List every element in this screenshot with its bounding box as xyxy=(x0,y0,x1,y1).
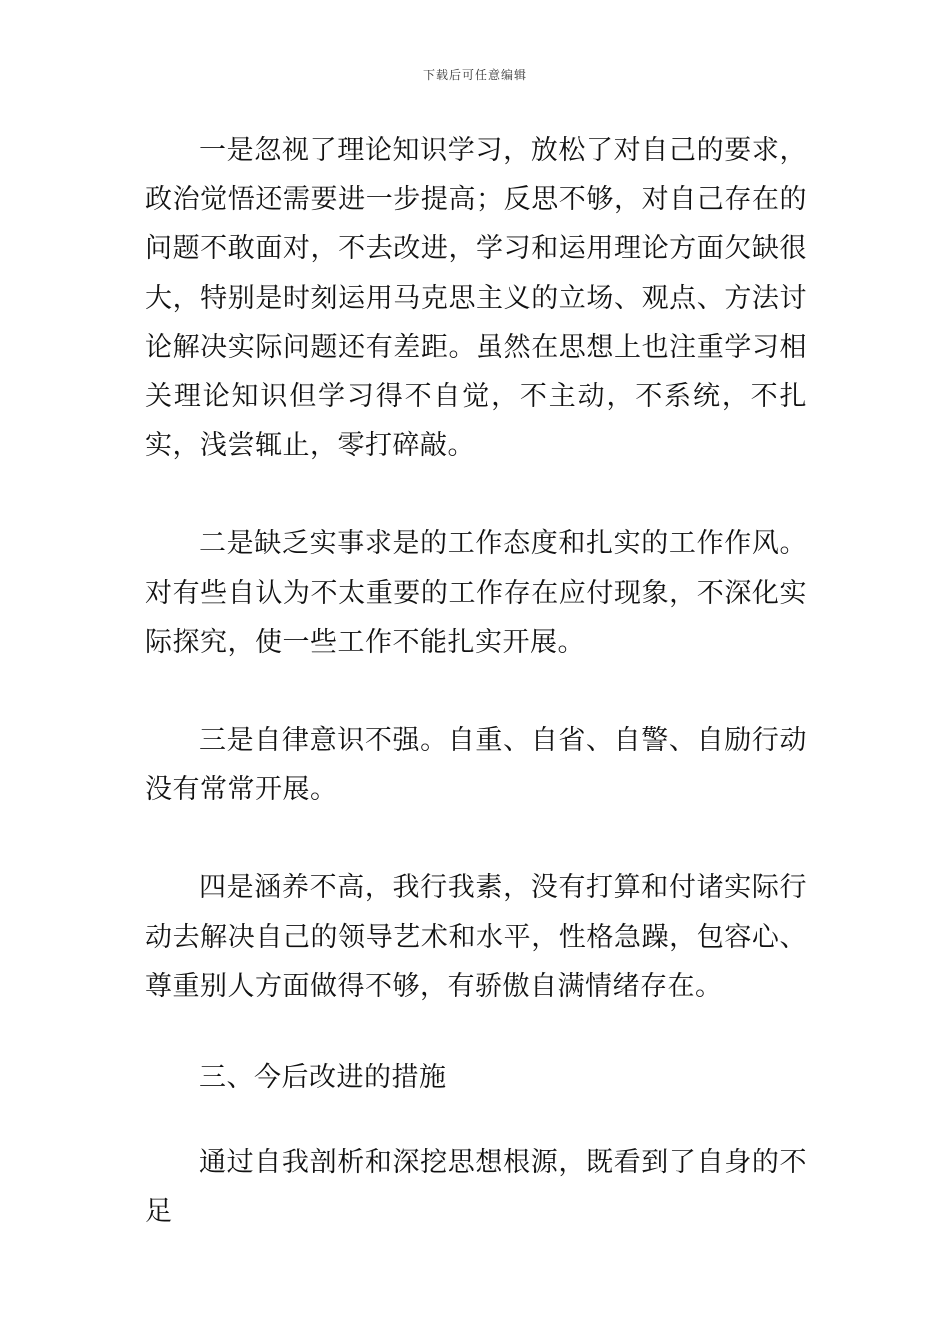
header-note: 下载后可任意编辑 xyxy=(422,68,527,82)
paragraph-five: 通过自我剖析和深挖思想根源，既看到了自身的不足 xyxy=(145,1147,807,1228)
paragraph-two: 二是缺乏实事求是的工作态度和扎实的工作作风。对有些自认为不太重要的工作存在应付现象，不深化实际探究，使一些工作不能扎实开展。 xyxy=(145,528,807,658)
paragraph-four: 四是涵养不高，我行我素，没有打算和付诸实际行动去解决自己的领导艺术和水平，性格急躁，包容心、尊重别人方面做得不够，有骄傲自满情绪存在。 xyxy=(145,872,807,1002)
section-heading: 三、今后改进的措施 xyxy=(199,1062,447,1094)
paragraph-one: 一是忽视了理论知识学习，放松了对自己的要求，政治觉悟还需要进一步提高；反思不够，对自己存在的问题不敢面对，不去改进，学习和运用理论方面欠缺很大，特别是时刻运用马克思主义的立场、观点、方法讨论解决实际问题还有差距。虽然在思想上也注重学习相关理论知识但学习得不自觉，不主动，不系统，不扎实，浅尝辄止，零打碎敲。 xyxy=(145,135,807,462)
paragraph-three: 三是自律意识不强。自重、自省、自警、自励行动没有常常开展。 xyxy=(145,725,807,806)
document-body xyxy=(145,126,807,1237)
